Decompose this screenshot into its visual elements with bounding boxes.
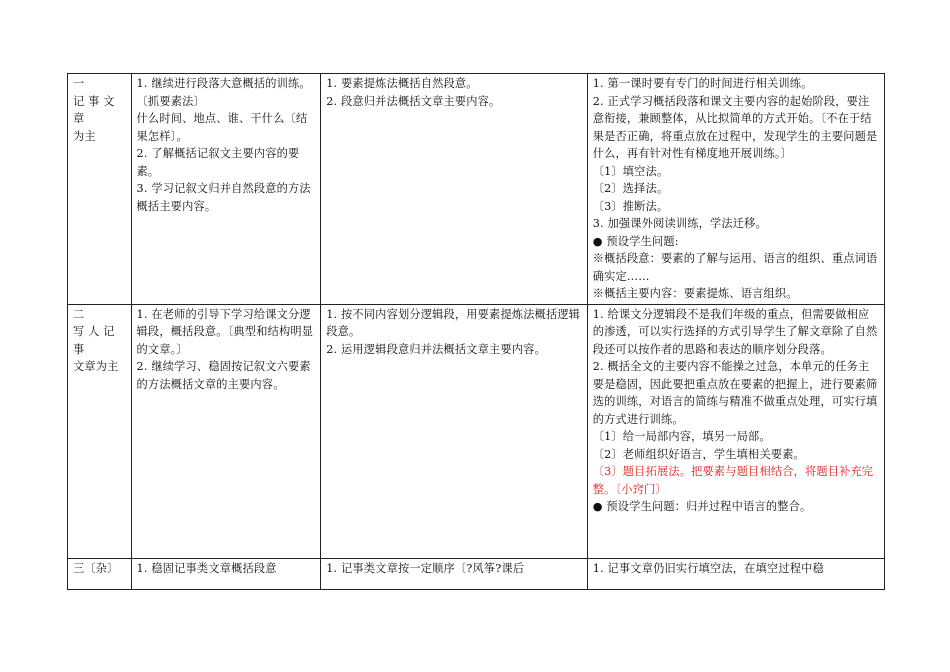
category-line: 二 <box>73 307 85 321</box>
goal-item: 1. 继续进行段落大意概括的训练。〔抓要素法〕 <box>136 77 311 108</box>
methods-cell <box>321 304 588 558</box>
note-item: 3. 加强课外阅读训练，学法迁移。 <box>592 217 767 230</box>
note-item: ● 预设学生问题: <box>592 234 679 248</box>
category-line: 一 <box>73 77 85 90</box>
notes-cell <box>587 558 884 589</box>
category-line: 写 人 记 事 <box>73 325 115 356</box>
goals-cell <box>131 304 321 558</box>
highlighted-note-item: 〔3〕题目拓展法。把要素与题目相结合，将题目补充完整。〔小窍门〕 <box>592 465 874 496</box>
lesson-plan-table <box>67 73 885 590</box>
table-row <box>68 558 885 589</box>
note-item: 2. 正式学习概括段落和课文主要内容的起始阶段，要注意衔接，兼顾整体，从比拟简单的方式开始。〔不在于结果是否正确，将重点放在过程中，发现学生的主要问题是什么，再有针对性有梯度地开展训练。〕 <box>592 94 878 160</box>
method-item: 1. 记事类文章按一定顺序〔?风筝?课后 <box>326 561 525 575</box>
notes-cell <box>587 304 884 558</box>
method-item: 1. 按不同内容划分逻辑段，用要素提炼法概括逻辑段意。 <box>326 307 581 338</box>
note-item: 〔2〕老师组织好语言，学生填相关要素。 <box>592 447 805 461</box>
note-item: 2. 概括全文的主要内容不能操之过急，本单元的任务主要是稳固，因此要把重点放在要素的把握上，进行要素筛选的训练，对语言的简练与精准不做重点处理，可实行填的方式进行训练。 <box>592 360 878 426</box>
notes-cell <box>587 74 884 305</box>
methods-cell <box>321 74 588 305</box>
category-line: 记 事 文 章 <box>73 94 115 125</box>
method-item: 1. 要素提炼法概括自然段意。 <box>326 77 478 90</box>
note-item: 1. 给课文分逻辑段不是我们年级的重点，但需要做相应的渗透，可以实行选择的方式引导学生了解文章除了自然段还可以按作者的思路和表达的顺序划分段落。 <box>592 307 878 356</box>
methods-cell <box>321 558 588 589</box>
category-cell <box>68 304 132 558</box>
note-item: 1. 记事文章仍旧实行填空法，在填空过程中稳 <box>592 561 824 575</box>
note-item: 〔2〕选择法。 <box>592 182 669 195</box>
category-line: 三〔杂〕 <box>73 561 119 575</box>
goal-item: 2. 了解概括记叙文主要内容的要素。 <box>136 147 300 178</box>
goal-item: 1. 在老师的引导下学习给课文分逻辑段，概括段意。〔典型和结构明显的文章。〕 <box>136 307 314 356</box>
category-line: 文章为主 <box>73 360 119 373</box>
note-item: ※概括主要内容：要素提炼、语言组织。 <box>592 287 798 300</box>
method-item: 2. 段意归并法概括文章主要内容。 <box>326 94 501 108</box>
goal-item: 3. 学习记叙文归并自然段意的方法概括主要内容。 <box>136 182 311 213</box>
goal-item: 2. 继续学习、稳固按记叙文六要素的方法概括文章的主要内容。 <box>136 360 311 391</box>
note-item: ● 预设学生问题：归并过程中语言的整合。 <box>592 500 812 513</box>
goal-item: 什么时间、地点、谁、干什么〔结果怎样〕。 <box>136 112 308 143</box>
table-row <box>68 74 885 305</box>
table-row <box>68 304 885 558</box>
goals-cell <box>131 558 321 589</box>
category-cell <box>68 74 132 305</box>
note-item: 1. 第一课时要有专门的时间进行相关训练。 <box>592 77 813 90</box>
method-item: 2. 运用逻辑段意归并法概括文章主要内容。 <box>326 342 546 356</box>
category-cell <box>68 558 132 589</box>
goals-cell <box>131 74 321 305</box>
note-item: 〔1〕给一局部内容，填另一局部。 <box>592 430 771 443</box>
category-line: 为主 <box>73 129 96 143</box>
note-item: 〔3〕推断法。 <box>592 199 669 213</box>
goal-item: 1. 稳固记事类文章概括段意 <box>136 561 277 575</box>
note-item: 〔1〕填空法。 <box>592 164 669 178</box>
note-item: ※概括段意：要素的了解与运用、语言的组织、重点词语确实定…… <box>592 252 878 283</box>
